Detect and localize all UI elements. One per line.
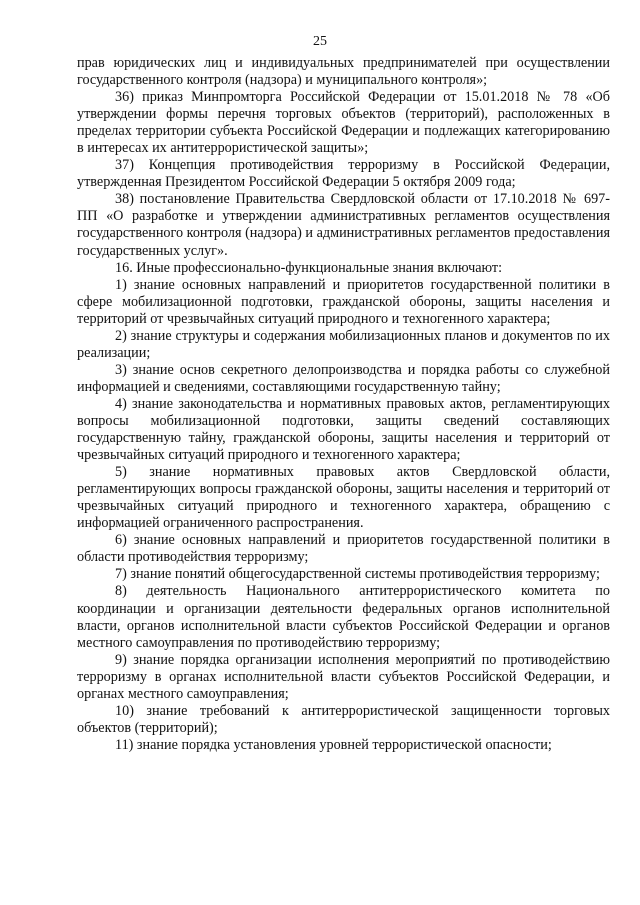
knowledge-item-1: 1) знание основных направлений и приоритетов государственной политики в сфере мобилизационной подготовки, гражданской обороны, защиты населения и территорий от чрезвычайных ситуаций природного и техногенного характера; <box>77 276 610 327</box>
paragraph-item-38: 38) постановление Правительства Свердловской области от 17.10.2018 № 697-ПП «О разработке и утверждении административных регламентов осуществления государственного контроля (надзора) и административных регламентов предоставления государственных услуг». <box>77 191 610 259</box>
page-number: 25 <box>313 34 327 49</box>
knowledge-item-8: 8) деятельность Национального антитеррористического комитета по координации и организации деятельности федеральных органов исполнительной власти, органов исполнительной власти субъектов Российской Федерации и органов местного самоуправления по противодействию терроризму; <box>77 583 610 651</box>
page-body <box>77 55 610 754</box>
knowledge-item-10: 10) знание требований к антитеррористической защищенности торговых объектов (территорий); <box>77 702 610 736</box>
knowledge-item-4: 4) знание законодательства и нормативных правовых актов, регламентирующих вопросы мобилизационной подготовки, защиты сведений составляющих государственную тайну, гражданской обороны, защиты населения и территорий от чрезвычайных ситуаций природного и техногенного характера; <box>77 395 610 464</box>
knowledge-item-9: 9) знание порядка организации исполнения мероприятий по противодействию терроризму в органах исполнительной власти субъектов Российской Федерации, и органах местного самоуправления; <box>77 651 610 702</box>
knowledge-item-7: 7) знание понятий общегосударственной системы противодействия терроризму; <box>115 566 600 583</box>
paragraph-continuation: прав юридических лиц и индивидуальных предпринимателей при осуществлении государственного контроля (надзора) и муниципального контроля»; <box>77 55 610 89</box>
knowledge-item-6: 6) знание основных направлений и приоритетов государственной политики в области противодействия терроризму; <box>77 532 610 566</box>
knowledge-item-5: 5) знание нормативных правовых актов Свердловской области, регламентирующих вопросы гражданской обороны, защиты населения и территорий от чрезвычайных ситуаций природного и техногенного характера, обращению с информацией ограниченного распространения. <box>77 464 610 532</box>
knowledge-item-2: 2) знание структуры и содержания мобилизационных планов и документов по их реализации; <box>77 327 610 361</box>
knowledge-item-3: 3) знание основ секретного делопроизводства и порядка работы со служебной информацией и сведениями, составляющими государственную тайну; <box>77 361 610 395</box>
paragraph-item-37: 37) Концепция противодействия терроризму в Российской Федерации, утвержденная Президентом Российской Федерации 5 октября 2009 года; <box>77 157 610 191</box>
section-16-heading: 16. Иные профессионально-функциональные знания включают: <box>115 259 503 276</box>
paragraph-item-36: 36) приказ Минпромторга Российской Федерации от 15.01.2018 № 78 «Об утверждении формы перечня торговых объектов (территорий), расположенных в пределах территории субъекта Российской Федерации и подлежащих категорированию в интересах их антитеррористической защиты»; <box>77 89 610 157</box>
knowledge-item-11: 11) знание порядка установления уровней террористической опасности; <box>115 736 552 753</box>
